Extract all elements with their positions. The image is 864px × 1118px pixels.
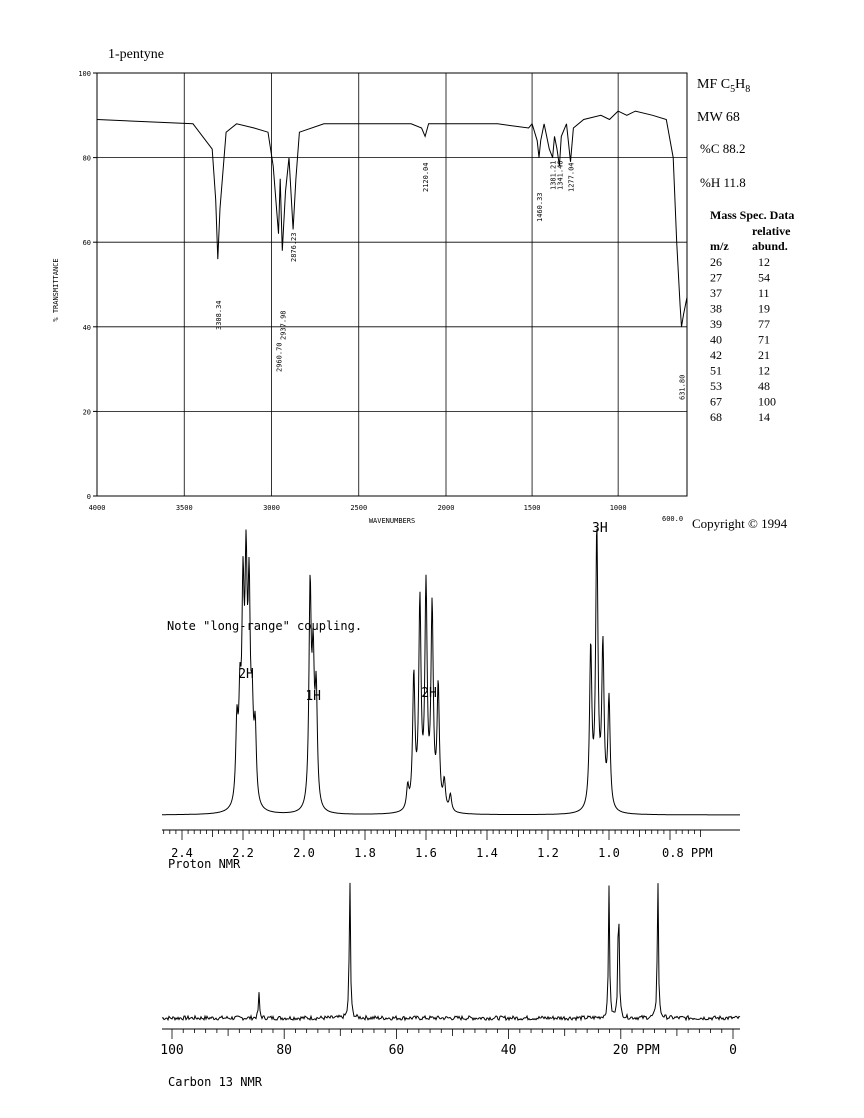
ms-abund-value: 12 — [758, 363, 770, 378]
ms-mz-value: 39 — [710, 317, 722, 331]
carbon-nmr-tick-label: 80 — [276, 1043, 293, 1058]
proton-nmr-tick-label: 1.4 — [476, 846, 498, 860]
molecular-formula: MF $C_5H_8$ — [697, 77, 751, 95]
proton-nmr-tick-label: 2.4 — [171, 846, 193, 860]
proton-nmr-tick-label: 2.0 — [293, 846, 315, 860]
carbon-nmr-tick-label: 20 PPM — [612, 1043, 660, 1058]
percent-hydrogen: %H 11.8 — [700, 175, 746, 190]
ir-x-tick-label: 2500 — [350, 504, 368, 512]
ir-y-axis-label: % TRANSMITTANCE — [52, 258, 60, 322]
carbon-nmr-tick-label: 40 — [500, 1043, 517, 1058]
ir-x-tick-label: 4000 — [88, 504, 106, 512]
ms-mz-value: 26 — [710, 255, 722, 269]
ms-abund-value: 19 — [758, 301, 770, 316]
proton-nmr-tick-label: 2.2 — [232, 846, 254, 860]
mass-spec-title: Mass Spec. Data — [710, 208, 795, 222]
copyright: Copyright © 1994 — [692, 516, 788, 531]
proton-nmr-tick-label: 1.2 — [537, 846, 559, 860]
ir-peak-label: 1381.21 — [549, 160, 558, 190]
ms-abund-value: 71 — [758, 332, 770, 347]
ir-peak-label: 2120.04 — [422, 162, 431, 192]
ir-y-ticks — [78, 70, 97, 501]
ms-abund-value: 12 — [758, 255, 770, 269]
ir-title: 1-pentyne — [108, 47, 164, 62]
ms-mz-value: 53 — [710, 379, 722, 393]
proton-nmr-chart — [162, 521, 740, 871]
molecular-weight: MW 68 — [697, 110, 740, 125]
ir-y-tick-label: 100 — [78, 70, 91, 78]
ir-peak-label: 1341.46 — [556, 160, 565, 190]
proton-nmr-ticks — [164, 830, 713, 860]
ms-abund-value: 11 — [758, 286, 770, 300]
carbon-nmr-tick-label: 100 — [160, 1043, 184, 1058]
ir-y-tick-label: 40 — [82, 323, 91, 332]
proton-nmr-tick-label: 1.8 — [354, 846, 376, 860]
ir-x-tick-label: 1500 — [523, 504, 541, 512]
ir-x-tick-label: 3500 — [175, 504, 193, 512]
proton-nmr-integrals — [238, 521, 607, 704]
ms-abund-value: 77 — [758, 317, 770, 331]
proton-nmr-tick-label: 0.8 PPM — [662, 846, 713, 860]
ms-mz-value: 67 — [710, 394, 722, 409]
ir-chart — [52, 70, 687, 525]
ir-peak-label: 3308.34 — [214, 300, 223, 330]
ir-spectrum-line — [97, 111, 687, 327]
proton-integral-label: 3H — [592, 521, 608, 536]
ms-mz-value: 51 — [710, 363, 722, 378]
ms-mz-value: 68 — [710, 410, 722, 424]
proton-nmr-tick-label: 1.6 — [415, 846, 437, 860]
carbon-nmr-label: Carbon 13 NMR — [168, 1075, 262, 1089]
ir-grid — [97, 73, 687, 496]
proton-integral-label: 1H — [305, 689, 321, 704]
compound-info — [697, 77, 794, 424]
mass-spec-abund-header: abund. — [752, 239, 788, 253]
ir-peak-label: 2876.23 — [290, 232, 299, 262]
ir-peak-label: 2960.70 — [275, 342, 284, 372]
ms-abund-value: 48 — [758, 379, 770, 393]
ir-peak-label: 1277.04 — [567, 162, 576, 192]
mass-spec-mz-header: m/z — [710, 239, 729, 253]
proton-nmr-tick-label: 1.0 — [598, 846, 620, 860]
ir-peak-label: 1460.33 — [535, 192, 544, 222]
ms-mz-value: 40 — [710, 332, 722, 347]
carbon-nmr-ticks — [160, 1029, 737, 1058]
carbon-nmr-tick-label: 0 — [729, 1043, 737, 1058]
ms-abund-value: 100 — [758, 394, 776, 409]
mass-spec-relative-header: relative — [752, 224, 791, 238]
ir-peak-label: 631.80 — [678, 374, 687, 400]
mass-spec-table — [710, 255, 776, 424]
ir-x-axis-label: WAVENUMBERS — [368, 517, 416, 525]
ir-y-tick-label: 20 — [82, 408, 91, 417]
proton-nmr-label: Proton NMR — [168, 857, 241, 871]
percent-carbon: %C 88.2 — [700, 141, 746, 156]
proton-nmr-note: Note "long-range" coupling. — [167, 619, 363, 633]
proton-integral-label: 2H — [238, 667, 254, 682]
ms-mz-value: 37 — [710, 286, 722, 300]
carbon-nmr-tick-label: 60 — [388, 1043, 405, 1058]
ir-x-tick-label: 2000 — [437, 504, 455, 512]
ir-x-tick-label: 3000 — [263, 504, 280, 512]
ir-y-tick-label: 0 — [86, 493, 91, 501]
ms-abund-value: 14 — [758, 410, 770, 424]
ms-abund-value: 54 — [758, 270, 770, 285]
ir-x-end-tick: 600.0 — [662, 515, 684, 523]
proton-integral-label: 2H — [421, 686, 437, 701]
ir-plot-frame — [97, 73, 687, 496]
carbon-nmr-chart — [160, 883, 740, 1089]
ir-peak-label: 2937.98 — [279, 310, 288, 340]
carbon-nmr-spectrum — [162, 883, 740, 1020]
ms-mz-value: 42 — [710, 348, 722, 362]
ms-mz-value: 38 — [710, 301, 722, 316]
ms-abund-value: 21 — [758, 348, 770, 362]
ir-x-ticks — [89, 504, 627, 512]
ir-x-tick-label: 1000 — [609, 504, 627, 512]
ms-mz-value: 27 — [710, 270, 722, 285]
ir-y-tick-label: 60 — [82, 239, 91, 248]
ir-y-tick-label: 80 — [82, 154, 91, 163]
